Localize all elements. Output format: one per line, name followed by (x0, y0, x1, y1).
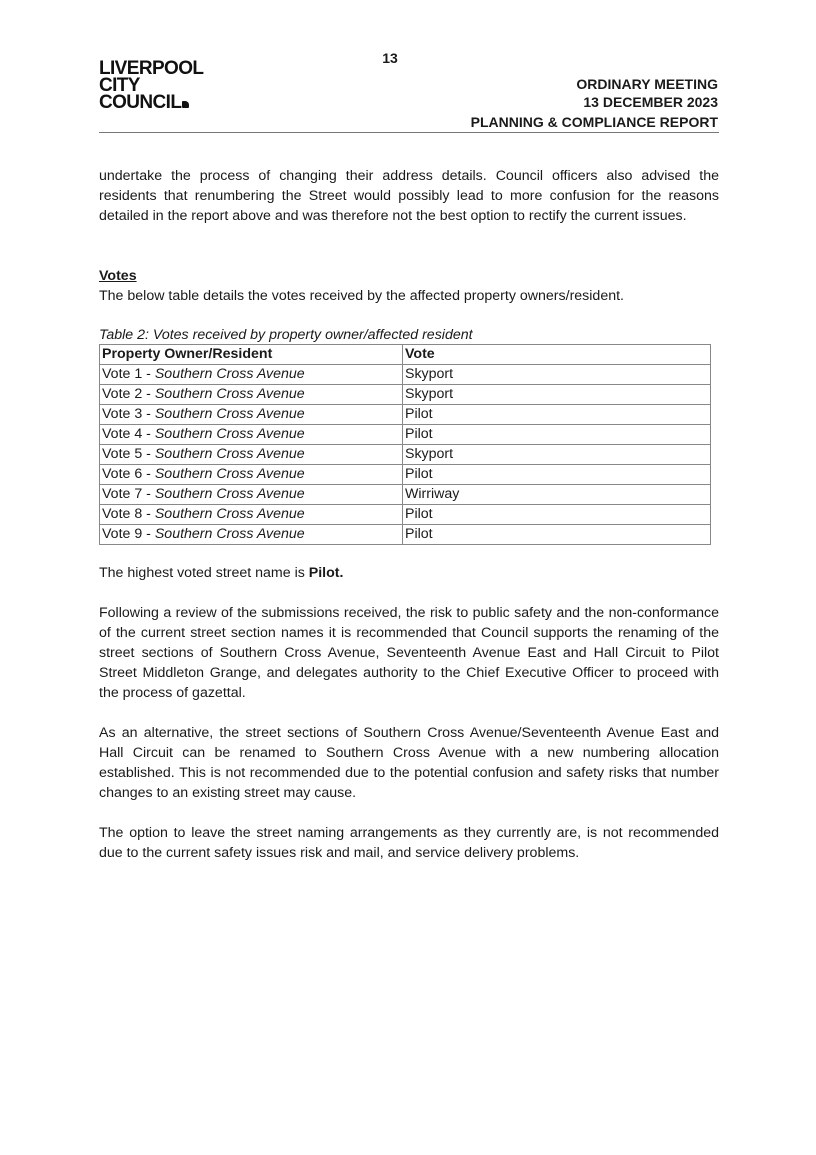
logo-line-1: LIVERPOOL (99, 58, 204, 79)
highest-vote-name: Pilot. (308, 565, 344, 581)
meeting-title: ORDINARY MEETING (576, 76, 718, 92)
street-name: Southern Cross Avenue (154, 386, 305, 402)
street-name: Southern Cross Avenue (154, 506, 305, 522)
table-row (100, 485, 711, 505)
vote-cell: Wirriway (403, 485, 711, 505)
table-row (100, 525, 711, 545)
body-paragraph-3: As an alternative, the street sections of Southern Cross Avenue/Seventeenth Avenue East and Hall Circuit can be renamed to Southern Cross Avenue with a new numbering allocation established. This is not recommended due to the potential confusion and safety risks that number changes to an existing street may cause. (99, 725, 719, 801)
vote-cell: Pilot (403, 465, 711, 485)
table-header-row (100, 345, 711, 365)
street-name: Southern Cross Avenue (154, 426, 305, 442)
document-body (99, 166, 719, 863)
votes-heading: Votes (99, 268, 137, 284)
street-name: Southern Cross Avenue (154, 526, 305, 542)
vote-cell: Pilot (403, 525, 711, 545)
vote-cell: Skyport (403, 365, 711, 385)
table-row (100, 465, 711, 485)
owner-cell (100, 425, 403, 445)
body-paragraph-1: undertake the process of changing their address details. Council officers also advised the residents that renumbering the Street would possibly lead to more confusion for the reasons detailed in the report above and was therefore not the best option to rectify the current issues. (99, 168, 719, 224)
street-name: Southern Cross Avenue (154, 446, 305, 462)
owner-cell (100, 365, 403, 385)
vote-cell: Skyport (403, 385, 711, 405)
table-row (100, 365, 711, 385)
owner-cell (100, 445, 403, 465)
vote-cell: Pilot (403, 425, 711, 445)
street-name: Southern Cross Avenue (154, 466, 305, 482)
votes-table (99, 344, 711, 545)
report-title: PLANNING & COMPLIANCE REPORT (470, 114, 718, 130)
header-vote: Vote (403, 345, 711, 365)
owner-cell (100, 485, 403, 505)
table-row (100, 425, 711, 445)
vote-number: Vote 6 - (102, 466, 155, 482)
highest-vote-statement (99, 563, 719, 583)
meeting-header (576, 75, 718, 111)
logo-line-3: COUNCIL (99, 92, 182, 113)
vote-number: Vote 7 - (102, 486, 155, 502)
vote-number: Vote 2 - (102, 386, 155, 402)
council-logo (99, 60, 203, 111)
vote-cell: Pilot (403, 505, 711, 525)
logo-line-2: CITY (99, 75, 140, 96)
table-row (100, 405, 711, 425)
vote-number: Vote 8 - (102, 506, 155, 522)
highest-vote-prefix: The highest voted street name is (99, 565, 309, 581)
vote-number: Vote 3 - (102, 406, 155, 422)
votes-intro: The below table details the votes received by the affected property owners/resident. (99, 288, 624, 304)
body-paragraph-2: Following a review of the submissions received, the risk to public safety and the non-conformance of the current street section names it is recommended that Council supports the renaming of the street sections of Southern Cross Avenue, Seventeenth Avenue East and Hall Circuit to Pilot Street Middleton Grange, and delegates authority to the Chief Executive Officer to proceed with the process of gazettal. (99, 605, 719, 701)
vote-number: Vote 4 - (102, 426, 155, 442)
owner-cell (100, 405, 403, 425)
page-number: 13 (382, 50, 398, 66)
vote-number: Vote 1 - (102, 366, 155, 382)
street-name: Southern Cross Avenue (154, 406, 305, 422)
street-name: Southern Cross Avenue (154, 366, 305, 382)
table-row (100, 505, 711, 525)
logo-mark-icon (182, 101, 189, 108)
vote-number: Vote 9 - (102, 526, 155, 542)
table-row (100, 445, 711, 465)
street-name: Southern Cross Avenue (154, 486, 305, 502)
vote-cell: Skyport (403, 445, 711, 465)
body-paragraph-4: The option to leave the street naming arrangements as they currently are, is not recommended due to the current safety issues risk and mail, and service delivery problems. (99, 825, 719, 861)
owner-cell (100, 505, 403, 525)
vote-number: Vote 5 - (102, 446, 155, 462)
table-caption: Table 2: Votes received by property owner/affected resident (99, 327, 473, 343)
vote-cell: Pilot (403, 405, 711, 425)
owner-cell (100, 525, 403, 545)
meeting-date: 13 DECEMBER 2023 (583, 94, 718, 110)
header-divider (99, 132, 719, 133)
owner-cell (100, 465, 403, 485)
header-property-owner: Property Owner/Resident (100, 345, 403, 365)
table-row (100, 385, 711, 405)
owner-cell (100, 385, 403, 405)
